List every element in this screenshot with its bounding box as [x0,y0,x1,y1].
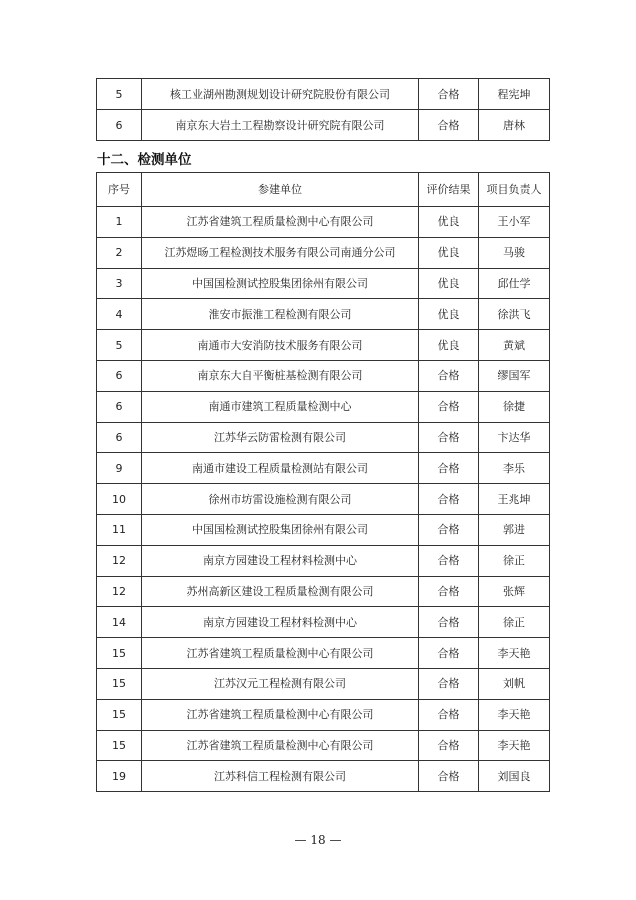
unit-cell: 淮安市振淮工程检测有限公司 [142,299,419,330]
seq-cell: 6 [97,360,142,391]
head-cell: 张辉 [479,576,550,607]
unit-cell: 南京方园建设工程材料检测中心 [142,607,419,638]
result-cell: 合格 [419,110,479,141]
result-cell: 合格 [419,545,479,576]
unit-cell: 核工业湖州勘测规划设计研究院股份有限公司 [142,79,419,110]
testing-units-table-body [97,207,550,792]
table-row [97,79,550,110]
head-cell: 李天艳 [479,699,550,730]
unit-cell: 江苏省建筑工程质量检测中心有限公司 [142,730,419,761]
result-cell: 优良 [419,268,479,299]
table-row [97,422,550,453]
result-cell: 合格 [419,484,479,515]
head-cell: 郭进 [479,514,550,545]
seq-cell: 15 [97,668,142,699]
head-cell: 李乐 [479,453,550,484]
unit-cell: 中国国检测试控股集团徐州有限公司 [142,268,419,299]
seq-cell: 1 [97,207,142,238]
table-row [97,576,550,607]
seq-cell: 5 [97,330,142,361]
table-row [97,730,550,761]
result-cell: 合格 [419,730,479,761]
seq-cell: 19 [97,761,142,792]
head-cell: 王兆坤 [479,484,550,515]
table-row [97,268,550,299]
unit-cell: 江苏华云防雷检测有限公司 [142,422,419,453]
result-cell: 优良 [419,299,479,330]
head-cell: 卞达华 [479,422,550,453]
seq-cell: 5 [97,79,142,110]
table-row [97,330,550,361]
head-cell: 唐林 [479,110,550,141]
header-result: 评价结果 [419,173,479,207]
header-unit: 参建单位 [142,173,419,207]
unit-cell: 江苏省建筑工程质量检测中心有限公司 [142,207,419,238]
result-cell: 优良 [419,237,479,268]
page-number: — 18 — [294,833,342,847]
seq-cell: 12 [97,576,142,607]
table-row [97,299,550,330]
result-cell: 合格 [419,668,479,699]
result-cell: 合格 [419,761,479,792]
seq-cell: 11 [97,514,142,545]
head-cell: 徐正 [479,545,550,576]
unit-cell: 中国国检测试控股集团徐州有限公司 [142,514,419,545]
seq-cell: 6 [97,422,142,453]
table-row [97,638,550,669]
unit-cell: 南京方园建设工程材料检测中心 [142,545,419,576]
unit-cell: 江苏省建筑工程质量检测中心有限公司 [142,699,419,730]
table-row [97,699,550,730]
table-row [97,761,550,792]
table-row [97,514,550,545]
section-title: 十二、检测单位 [97,152,192,168]
previous-section-table-body [97,79,550,141]
unit-cell: 南通市建筑工程质量检测中心 [142,391,419,422]
unit-cell: 南京东大岩土工程勘察设计研究院有限公司 [142,110,419,141]
seq-cell: 9 [97,453,142,484]
head-cell: 徐正 [479,607,550,638]
unit-cell: 徐州市坊雷设施检测有限公司 [142,484,419,515]
unit-cell: 江苏省建筑工程质量检测中心有限公司 [142,638,419,669]
result-cell: 优良 [419,330,479,361]
head-cell: 李天艳 [479,730,550,761]
seq-cell: 15 [97,730,142,761]
seq-cell: 12 [97,545,142,576]
previous-section-table [96,78,550,141]
head-cell: 程宪坤 [479,79,550,110]
result-cell: 合格 [419,391,479,422]
seq-cell: 15 [97,699,142,730]
seq-cell: 6 [97,110,142,141]
seq-cell: 15 [97,638,142,669]
table-row [97,237,550,268]
result-cell: 优良 [419,207,479,238]
result-cell: 合格 [419,576,479,607]
table-row [97,360,550,391]
seq-cell: 6 [97,391,142,422]
unit-cell: 南通市建设工程质量检测站有限公司 [142,453,419,484]
result-cell: 合格 [419,79,479,110]
head-cell: 刘帆 [479,668,550,699]
seq-cell: 4 [97,299,142,330]
result-cell: 合格 [419,514,479,545]
head-cell: 李天艳 [479,638,550,669]
result-cell: 合格 [419,607,479,638]
unit-cell: 南京东大自平衡桩基检测有限公司 [142,360,419,391]
seq-cell: 2 [97,237,142,268]
head-cell: 刘国良 [479,761,550,792]
head-cell: 缪国军 [479,360,550,391]
table-row [97,453,550,484]
unit-cell: 江苏汉元工程检测有限公司 [142,668,419,699]
result-cell: 合格 [419,422,479,453]
unit-cell: 江苏科信工程检测有限公司 [142,761,419,792]
unit-cell: 苏州高新区建设工程质量检测有限公司 [142,576,419,607]
result-cell: 合格 [419,638,479,669]
header-seq: 序号 [97,173,142,207]
table-row [97,545,550,576]
unit-cell: 江苏煜旸工程检测技术服务有限公司南通分公司 [142,237,419,268]
head-cell: 王小军 [479,207,550,238]
unit-cell: 南通市大安消防技术服务有限公司 [142,330,419,361]
result-cell: 合格 [419,699,479,730]
table-row [97,110,550,141]
head-cell: 黄斌 [479,330,550,361]
table-row [97,391,550,422]
table-row [97,207,550,238]
testing-units-table [96,172,550,792]
table-row [97,668,550,699]
result-cell: 合格 [419,360,479,391]
header-head: 项目负责人 [479,173,550,207]
seq-cell: 10 [97,484,142,515]
result-cell: 合格 [419,453,479,484]
head-cell: 徐洪飞 [479,299,550,330]
table-row [97,484,550,515]
table-row [97,607,550,638]
seq-cell: 14 [97,607,142,638]
seq-cell: 3 [97,268,142,299]
table-header-row [97,173,550,207]
head-cell: 邱仕学 [479,268,550,299]
head-cell: 徐捷 [479,391,550,422]
head-cell: 马骏 [479,237,550,268]
